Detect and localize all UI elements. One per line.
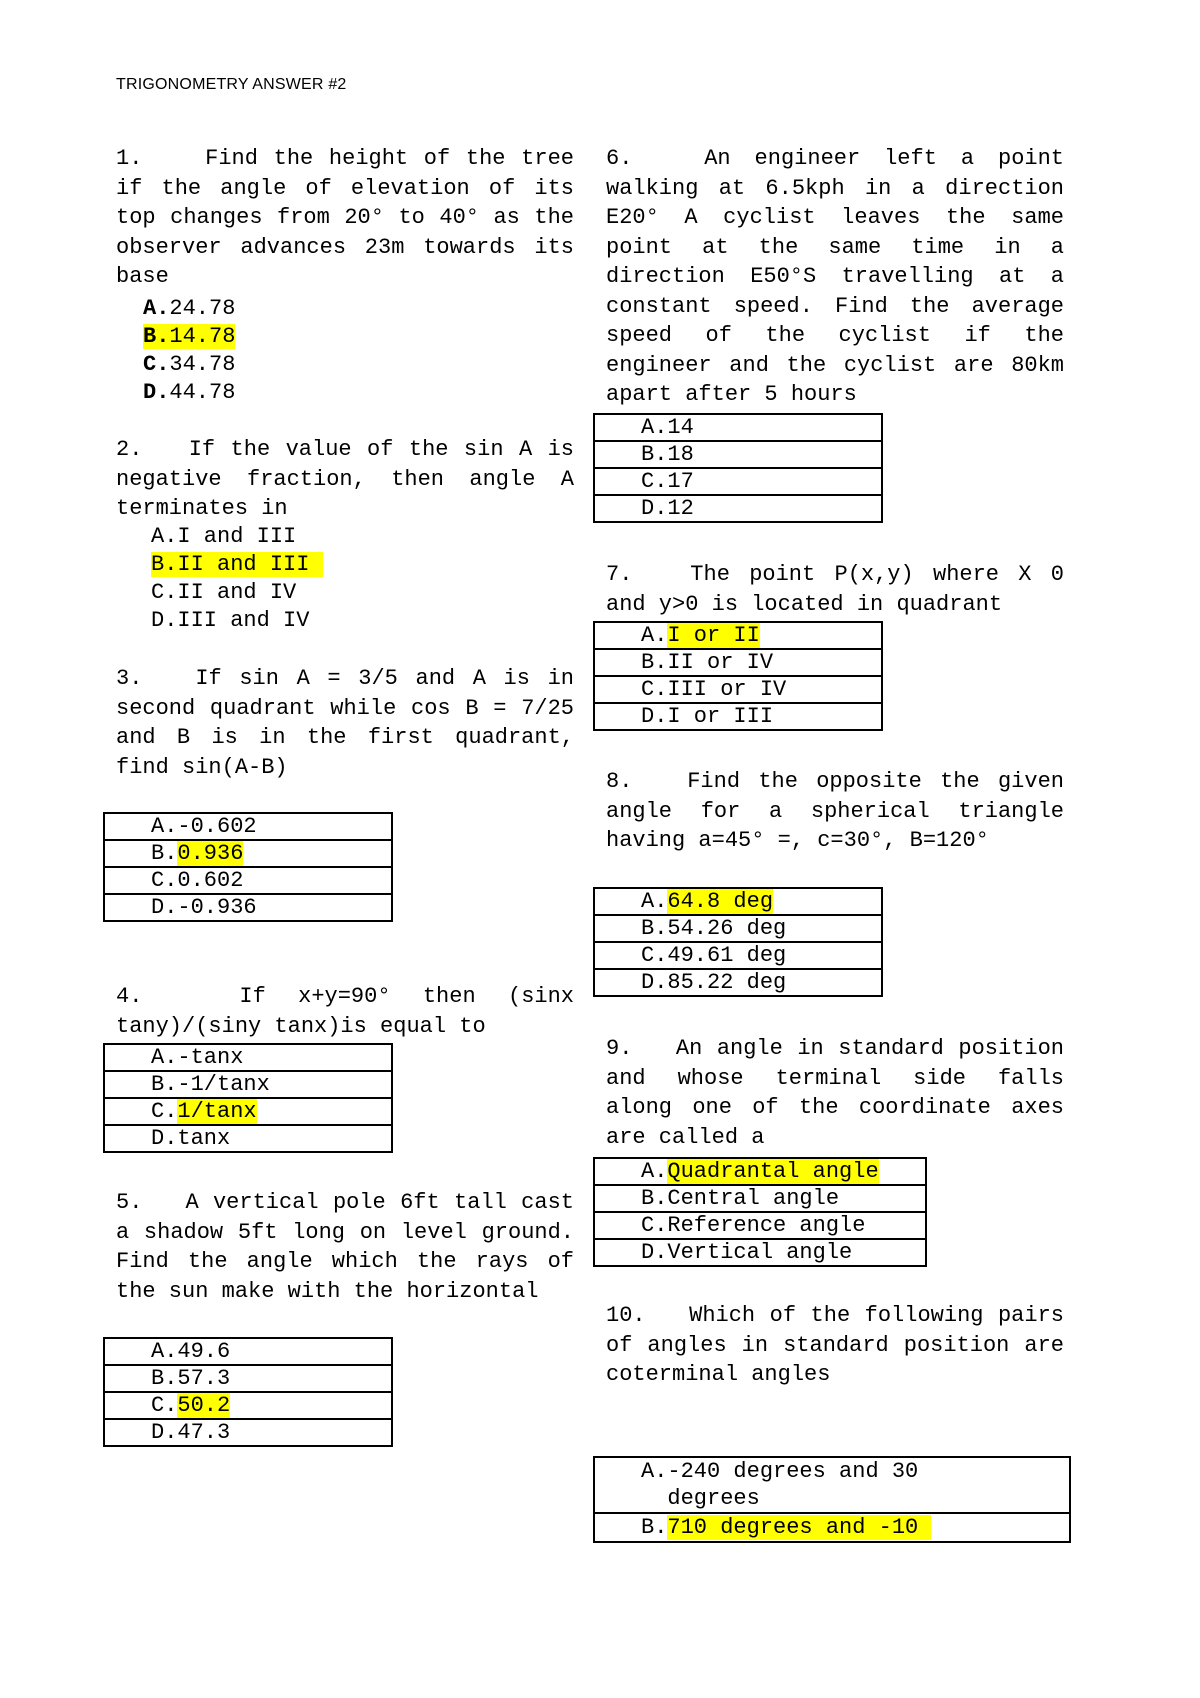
option-a: A.24.78 (143, 296, 236, 321)
option-d: D.47.3 (104, 1419, 392, 1446)
option-a: A.14 (594, 414, 882, 441)
question-number: 3. (116, 666, 143, 691)
question-number: 9. (606, 1036, 633, 1061)
option-d: D.tanx (104, 1125, 392, 1152)
option-b: B.II or IV (594, 649, 882, 676)
question-number: 8. (606, 769, 633, 794)
option-b: B.II and III (151, 551, 323, 579)
option-a: A.-0.602 (104, 813, 392, 840)
option-d: D.I or III (594, 703, 882, 730)
option-b: B.18 (594, 441, 882, 468)
option-d: D.44.78 (143, 380, 236, 405)
option-d: D.III and IV (151, 608, 310, 633)
option-a: A.64.8 deg (594, 888, 882, 915)
option-a: A.-tanx (104, 1044, 392, 1071)
question-3 (116, 664, 574, 782)
option-b: B.57.3 (104, 1365, 392, 1392)
question-text: Find the height of the tree if the angle of elevation of its top changes from 20° to 40° as the observer advances 23m towards its base (116, 146, 574, 289)
option-c: C.34.78 (143, 352, 236, 377)
page-title: TRIGONOMETRY ANSWER #2 (116, 76, 347, 93)
options-table-q10 (593, 1456, 1071, 1543)
option-c: C.1/tanx (104, 1098, 392, 1125)
options-table-q3 (103, 812, 393, 922)
option-c: C.III or IV (594, 676, 882, 703)
option-a: A.I and III (151, 524, 297, 549)
option-c: C.17 (594, 468, 882, 495)
question-text: Find the opposite the given angle for a spherical triangle having a=45° =, c=30°, B=120° (606, 769, 1064, 853)
question-4 (116, 982, 574, 1041)
question-number: 5. (116, 1190, 143, 1215)
options-table-q8 (593, 887, 883, 997)
options-table-q7 (593, 621, 883, 731)
options-table-q4 (103, 1043, 393, 1153)
question-6 (606, 144, 1064, 410)
option-c: C.Reference angle (594, 1212, 926, 1239)
question-text: An engineer left a point walking at 6.5kph in a direction E20° A cyclist leaves the same point at the same time in a direction E50°S travelling at a constant speed. Find the average speed of the cyclist if the engineer and the cyclist are 80km apart after 5 hours (606, 146, 1064, 407)
option-b: B.0.936 (104, 840, 392, 867)
question-5 (116, 1188, 574, 1306)
option-b: B.Central angle (594, 1185, 926, 1212)
option-d: D.Vertical angle (594, 1239, 926, 1266)
question-text: The point P(x,y) where X 0 and y>0 is located in quadrant (606, 562, 1065, 617)
option-b: B.54.26 deg (594, 915, 882, 942)
option-a: A.Quadrantal angle (594, 1158, 926, 1185)
question-number: 6. (606, 146, 633, 171)
question-10 (606, 1301, 1064, 1390)
options-q1 (143, 295, 235, 407)
option-a: A.49.6 (104, 1338, 392, 1365)
option-c: C.50.2 (104, 1392, 392, 1419)
option-d: D.12 (594, 495, 882, 522)
question-2 (116, 435, 574, 524)
question-text: An angle in standard position and whose terminal side falls along one of the coordinate axes are called a (606, 1036, 1064, 1150)
option-b: B.-1/tanx (104, 1071, 392, 1098)
question-number: 1. (116, 146, 143, 171)
question-8 (606, 767, 1064, 856)
options-q2 (151, 523, 323, 635)
option-c: C.0.602 (104, 867, 392, 894)
question-number: 7. (606, 562, 633, 587)
question-text: If the value of the sin A is negative fraction, then angle A terminates in (116, 437, 574, 521)
question-number: 4. (116, 984, 143, 1009)
options-table-q9 (593, 1157, 927, 1267)
question-number: 2. (116, 437, 143, 462)
question-text: A vertical pole 6ft tall cast a shadow 5ft long on level ground. Find the angle which the rays of the sun make with the horizontal (116, 1190, 574, 1304)
question-text: Which of the following pairs of angles in standard position are coterminal angles (606, 1303, 1064, 1387)
question-9 (606, 1034, 1064, 1152)
option-a: A.I or II (594, 622, 882, 649)
question-1 (116, 144, 574, 292)
option-c: C.II and IV (151, 580, 297, 605)
option-d: D.85.22 deg (594, 969, 882, 996)
question-7 (606, 560, 1064, 619)
options-table-q5 (103, 1337, 393, 1447)
option-c: C.49.61 deg (594, 942, 882, 969)
question-number: 10. (606, 1303, 646, 1328)
question-text: If sin A = 3/5 and A is in second quadrant while cos B = 7/25 and B is in the first quadrant, find sin(A-B) (116, 666, 575, 780)
options-table-q6 (593, 413, 883, 523)
option-d: D.-0.936 (104, 894, 392, 921)
option-b: B.710 degrees and -10 (594, 1513, 1070, 1542)
question-text: If x+y=90° then (sinx tany)/(siny tanx)is equal to (116, 984, 575, 1039)
option-b: B.14.78 (143, 324, 236, 349)
option-a: A. -240 degrees and 30 degrees (594, 1457, 1070, 1513)
